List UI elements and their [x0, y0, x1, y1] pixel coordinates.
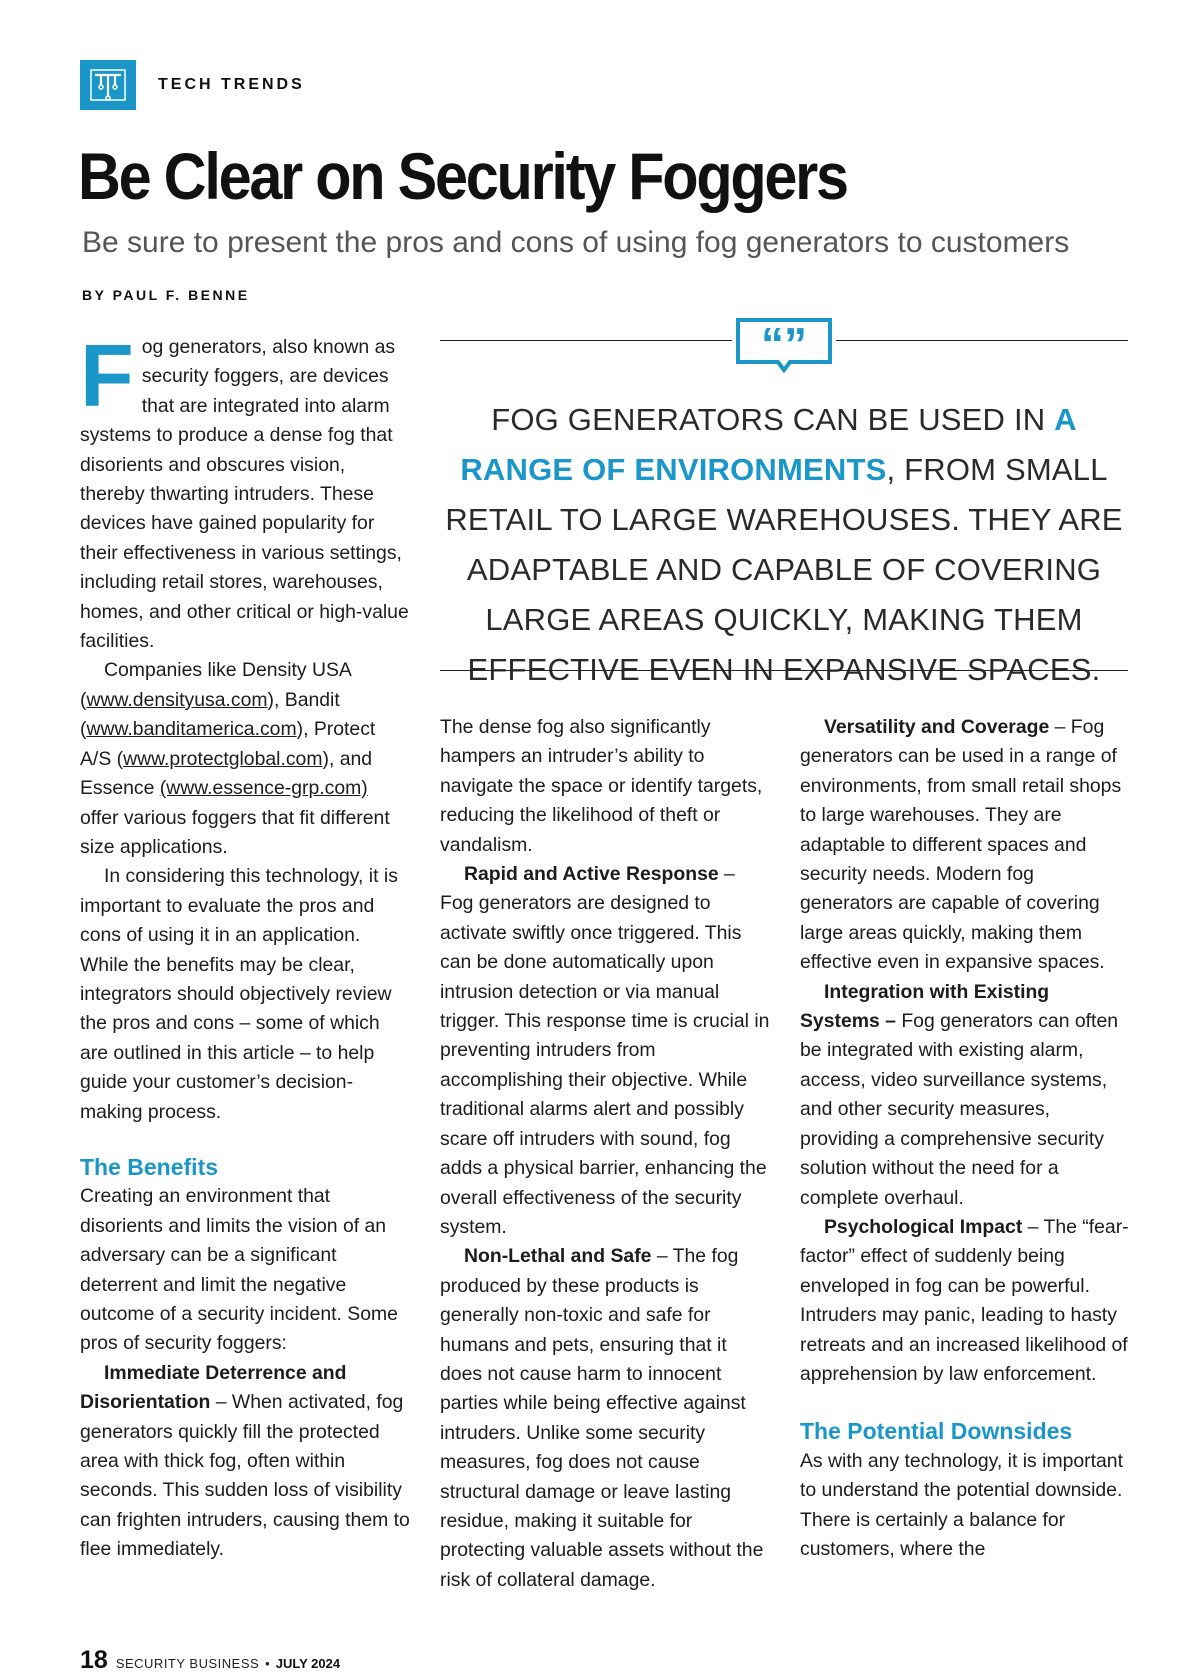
body-column-2: [440, 713, 770, 1595]
quote-speech-bubble-icon: [732, 318, 836, 376]
considering-paragraph: In considering this technology, it is important to evaluate the pros and cons of using it in an application. While the benefits may be clear, integrators should objectively review the pros and cons – some of which are outlined in this article – to help guide your customer’s decision-making process.: [80, 865, 398, 1123]
link-densityusa[interactable]: www.densityusa.com: [86, 688, 268, 711]
section-tag: [80, 60, 305, 110]
benefit-versatility: Versatility and Coverage – Fog generators can be used in a range of environments, from small retail shops to large warehouses. They are adaptable to different spaces and security needs. Modern fog generators are capable of covering large areas quickly, making them effective even in expansive spaces.: [800, 716, 1122, 974]
deck: Be sure to present the pros and cons of using fog generators to customers: [82, 226, 1070, 259]
benefit-non-lethal: Non-Lethal and Safe – The fog produced by these products is generally non-toxic and safe for humans and pets, ensuring that it does not cause harm to innocent parties while being effective against intruders. Unlike some security measures, fog does not cause structural damage or leave lasting residue, making it suitable for protecting valuable assets without the risk of collateral damage.: [440, 1245, 764, 1591]
intro-paragraph: Fog generators, also known as security foggers, are devices that are integrated into alarm systems to produce a dense fog that disorients and obscures vision, thereby thwarting intruders. These devices have gained popularity for their effectiveness in various settings, including retail stores, warehouses, homes, and other critical or high-value facilities.: [80, 326, 409, 653]
benefit-deterrence: Immediate Deterrence and Disorientation – When activated, fog generators quickly fill the protected area with thick fog, often within seconds. This sudden loss of visibility can frighten intruders, causing them to flee immediately.: [80, 1361, 410, 1561]
deterrence-continued: The dense fog also significantly hampers an intruder’s ability to navigate the space or identify targets, reducing the likelihood of theft or vandalism.: [440, 716, 763, 856]
page-number: 18: [80, 1646, 108, 1674]
benefit-integration: Integration with Existing Systems – Fog generators can often be integrated with existing alarm, access, video surveillance systems, and other security measures, providing a comprehensive security solution without the need for a complete overhaul.: [800, 980, 1119, 1209]
byline: BY PAUL F. BENNE: [82, 287, 250, 303]
tech-trends-logo-icon: [80, 60, 136, 110]
section-label: TECH TRENDS: [158, 76, 305, 93]
pull-quote-text: FOG GENERATORS CAN BE USED IN A RANGE OF ENVIRONMENTS, FROM SMALL RETAIL TO LARGE WAREHOUSES. THEY ARE ADAPTABLE AND CAPABLE OF COVERING LARGE AREAS QUICKLY, MAKING THEM EFFECTIVE EVEN IN EXPANSIVE SPACES.: [445, 402, 1123, 687]
footer-separator: •: [265, 1656, 270, 1671]
headline: Be Clear on Security Foggers: [78, 139, 847, 213]
body-column-1: [80, 326, 410, 1565]
subhead-benefits: The Benefits: [80, 1153, 219, 1180]
pull-quote-bottom-rule: [440, 670, 1128, 671]
page-footer: [80, 1646, 340, 1675]
benefit-psychological: Psychological Impact – The “fear-factor” effect of suddenly being enveloped in fog can be powerful. Intruders may panic, leading to hasty retreats and an increased likelihood of apprehension by law enforcement.: [800, 1215, 1129, 1385]
subhead-downsides: The Potential Downsides: [800, 1418, 1073, 1445]
svg-text:“”: “”: [761, 318, 807, 370]
benefits-intro: Creating an environment that disorients and limits the vision of an adversary can be a significant deterrent and limit the negative outcome of a security incident. Some pros of security foggers:: [80, 1185, 398, 1355]
benefit-rapid-response: Rapid and Active Response – Fog generators are designed to activate swiftly once triggered. This can be done automatically upon intrusion detection or via manual trigger. This response time is crucial in preventing intruders from accomplishing their objective. While traditional alarms alert and possibly scare off intruders with sound, fog adds a physical barrier, enhancing the overall effectiveness of the security system.: [440, 863, 770, 1238]
pull-quote: [440, 318, 1128, 687]
link-banditamerica[interactable]: www.banditamerica.com: [86, 718, 297, 741]
body-column-3: [800, 713, 1130, 1564]
downsides-intro: As with any technology, it is important to understand the potential downside. There is certainly a balance for customers, where the: [800, 1449, 1123, 1560]
companies-paragraph: Companies like Density USA (www.densityusa.com), Bandit (www.banditamerica.com), Protect A/S (www.protectglobal.com), and Essence (www.essence-grp.com) offer various foggers that fit different size applications.: [80, 659, 390, 858]
link-essence-grp[interactable]: (www.essence-grp.com): [159, 777, 368, 800]
pull-quote-highlight: A RANGE OF ENVIRONMENTS: [460, 402, 1077, 487]
drop-cap: F: [80, 326, 134, 425]
issue-date: JULY 2024: [275, 1656, 341, 1671]
link-protectglobal[interactable]: www.protectglobal.com: [123, 747, 323, 770]
publication-name: SECURITY BUSINESS: [115, 1656, 260, 1671]
